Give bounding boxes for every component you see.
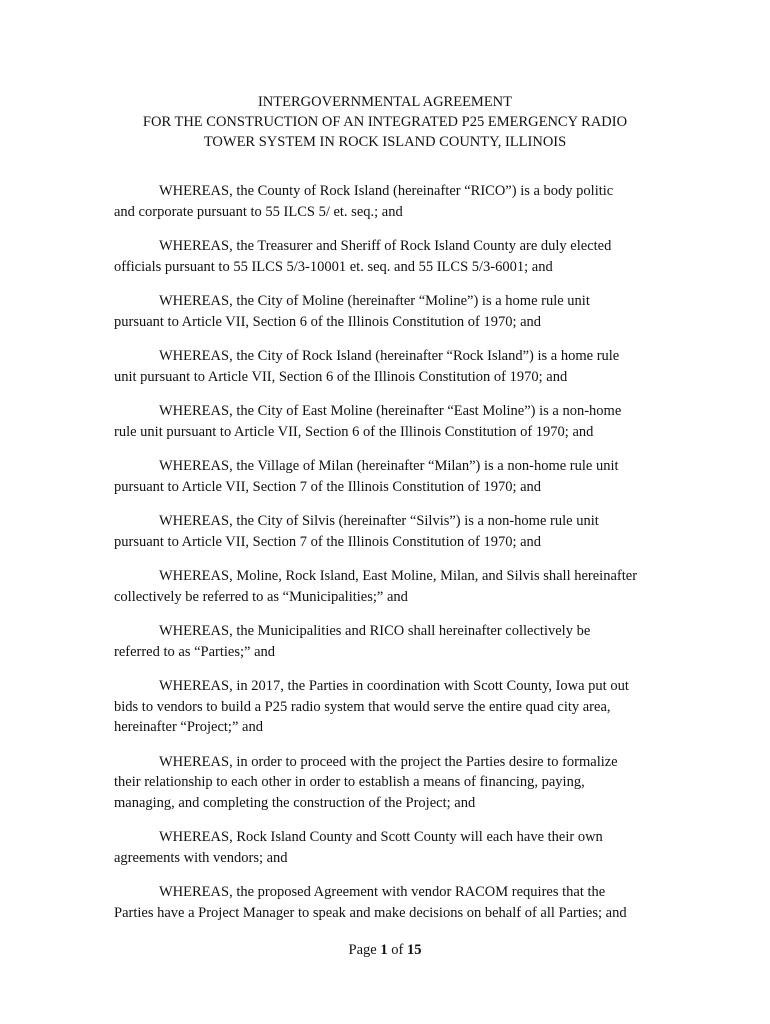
paragraph-line: WHEREAS, the City of Moline (hereinafter “Moline”) is a home rule unit (159, 293, 590, 309)
document-title (0, 92, 770, 152)
title-line-2: FOR THE CONSTRUCTION OF AN INTEGRATED P25 EMERGENCY RADIO (142, 114, 628, 130)
paragraph-line: WHEREAS, the Municipalities and RICO shall hereinafter collectively be (159, 623, 591, 639)
paragraph-line: referred to as “Parties;” and (114, 643, 276, 660)
paragraph-line: WHEREAS, the City of East Moline (hereinafter “East Moline”) is a non-home (159, 403, 622, 419)
paragraph-line: agreements with vendors; and (114, 849, 288, 866)
paragraph-line: bids to vendors to build a P25 radio system that would serve the entire quad city area, (114, 698, 611, 715)
page-footer (0, 940, 770, 960)
paragraph-line: pursuant to Article VII, Section 6 of the Illinois Constitution of 1970; and (114, 313, 542, 330)
paragraph-line: their relationship to each other in order to establish a means of financing, paying, (114, 774, 585, 790)
paragraph-line: WHEREAS, Moline, Rock Island, East Moline, Milan, and Silvis shall hereinafter (159, 568, 638, 584)
paragraph-line: unit pursuant to Article VII, Section 6 of the Illinois Constitution of 1970; and (114, 368, 568, 385)
page-number-current: 1 (380, 942, 388, 958)
paragraph-line: and corporate pursuant to 55 ILCS 5/ et. seq.; and (114, 203, 403, 220)
whereas-paragraph-5 (114, 401, 674, 442)
whereas-paragraph-3 (114, 291, 674, 332)
paragraph-line: WHEREAS, in 2017, the Parties in coordination with Scott County, Iowa put out (159, 678, 629, 694)
whereas-paragraph-1 (114, 181, 674, 222)
paragraph-line: WHEREAS, the City of Silvis (hereinafter “Silvis”) is a non-home rule unit (159, 513, 599, 529)
paragraph-line: pursuant to Article VII, Section 7 of the Illinois Constitution of 1970; and (114, 533, 542, 550)
paragraph-line: WHEREAS, the proposed Agreement with vendor RACOM requires that the (159, 884, 606, 900)
page-word: Page (348, 942, 377, 958)
paragraph-line: WHEREAS, the Treasurer and Sheriff of Rock Island County are duly elected (159, 238, 612, 254)
paragraph-line: WHEREAS, in order to proceed with the project the Parties desire to formalize (159, 753, 618, 770)
title-line-1: INTERGOVERNMENTAL AGREEMENT (257, 94, 513, 110)
paragraph-line: rule unit pursuant to Article VII, Section 6 of the Illinois Constitution of 1970; and (114, 423, 594, 440)
paragraph-line: WHEREAS, Rock Island County and Scott County will each have their own (159, 829, 603, 845)
whereas-paragraph-12 (114, 827, 674, 868)
paragraph-line: hereinafter “Project;” and (114, 719, 263, 735)
paragraph-line: Parties have a Project Manager to speak and make decisions on behalf of all Parties; and (114, 904, 627, 921)
whereas-paragraph-2 (114, 236, 674, 277)
title-line-3: TOWER SYSTEM IN ROCK ISLAND COUNTY, ILLINOIS (203, 134, 567, 150)
paragraph-line: WHEREAS, the County of Rock Island (hereinafter “RICO”) is a body politic (159, 183, 614, 199)
page-number-total: 15 (406, 942, 422, 958)
whereas-paragraph-6 (114, 456, 674, 497)
whereas-paragraph-7 (114, 511, 674, 552)
whereas-paragraph-11 (114, 752, 674, 814)
paragraph-line: WHEREAS, the City of Rock Island (hereinafter “Rock Island”) is a home rule (159, 348, 620, 364)
of-word: of (391, 942, 404, 958)
paragraph-line: officials pursuant to 55 ILCS 5/3-10001 et. seq. and 55 ILCS 5/3-6001; and (114, 258, 553, 275)
whereas-paragraph-13 (114, 882, 674, 923)
paragraph-line: managing, and completing the construction of the Project; and (114, 794, 476, 811)
paragraph-line: pursuant to Article VII, Section 7 of the Illinois Constitution of 1970; and (114, 478, 542, 495)
whereas-paragraph-9 (114, 621, 674, 662)
document-body (114, 181, 674, 937)
paragraph-line: WHEREAS, the Village of Milan (hereinafter “Milan”) is a non-home rule unit (159, 458, 619, 474)
whereas-paragraph-4 (114, 346, 674, 387)
whereas-paragraph-8 (114, 566, 674, 607)
paragraph-line: collectively be referred to as “Municipalities;” and (114, 588, 408, 605)
whereas-paragraph-10 (114, 676, 674, 738)
